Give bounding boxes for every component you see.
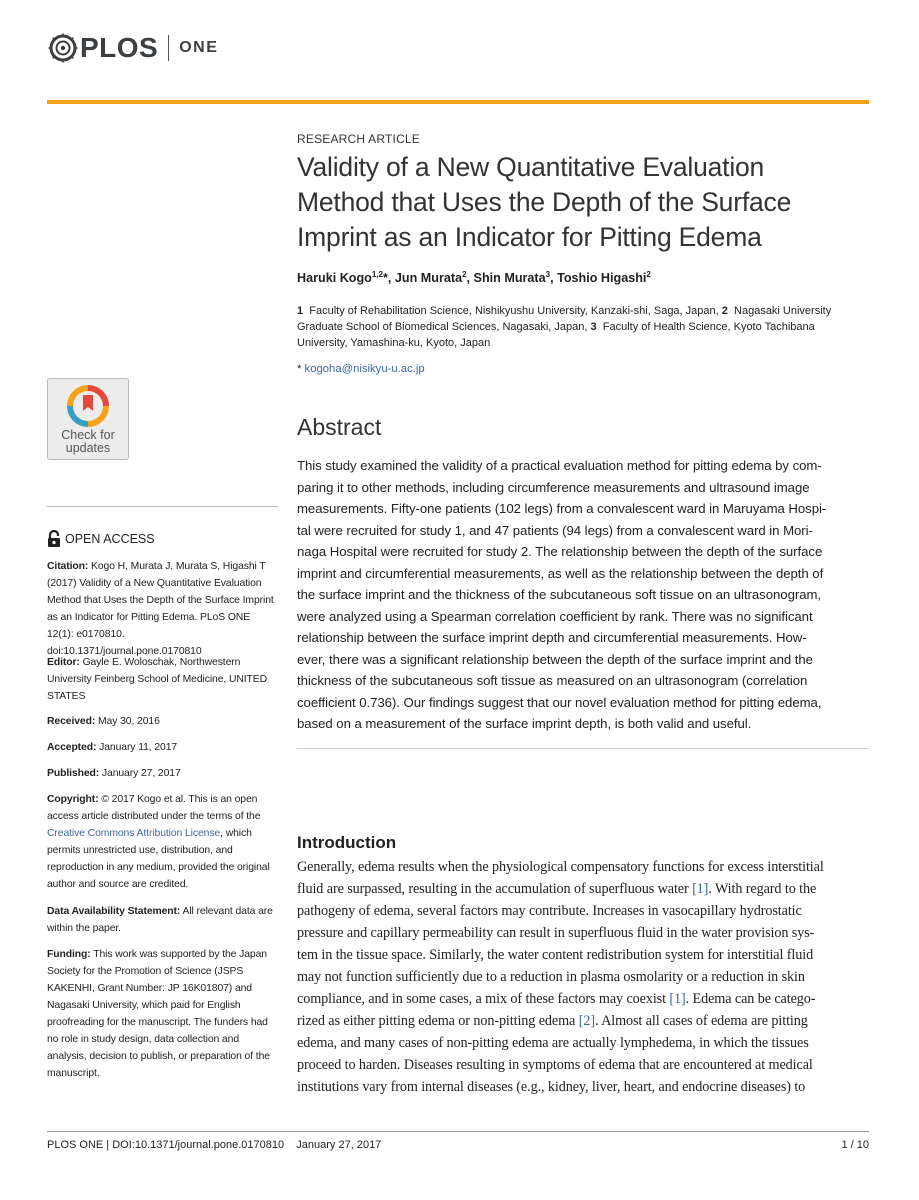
received-label: Received: <box>47 716 96 727</box>
data-availability-label: Data Availability Statement: <box>47 906 181 917</box>
intro-text: edema, and many cases of non-pitting edema are actually lymphedema, in which the tissues <box>297 1035 809 1051</box>
copyright-block <box>47 791 279 893</box>
brand-text: PLOS <box>80 32 159 63</box>
intro-text: may not function sufficiently due to a reduction in plasma osmolarity or a reduction in skin <box>297 969 805 985</box>
email-link[interactable]: kogoha@nisikyu-u.ac.jp <box>304 363 425 375</box>
check-for-updates-button[interactable] <box>47 378 129 460</box>
abstract-line: the surface imprint and the thickness of the subcutaneous soft tissue on an ultrasonogram, <box>297 587 822 602</box>
intro-line <box>297 878 869 900</box>
received-date: May 30, 2016 <box>98 716 160 727</box>
author-affiliation-sup: 3 <box>545 270 551 279</box>
citation-text: Kogo H, Murata J, Murata S, Higashi T (2017) Validity of a New Quantitative Evaluation Method that Uses the Depth of the Surface Imprint as an Indicator for Pitting Edema. PLoS ONE 12(1): e0170810. doi:10.1371/journal.pone.0170810 <box>47 561 274 657</box>
affiliations <box>297 303 857 351</box>
abstract-divider <box>297 748 869 749</box>
intro-text: Generally, edema results when the physiological compensatory functions for excess interstitial <box>297 859 824 875</box>
abstract-line: imprint and circumferential measurements, as well as the relationship between the depth of <box>297 565 824 581</box>
abstract-text <box>297 455 869 735</box>
affiliation-text: Faculty of Health Science, Kyoto Tachibana University, Yamashina-ku, Kyoto, Japan <box>297 321 815 349</box>
author-affiliation-sup: 1,2 <box>371 270 383 279</box>
accepted-block <box>47 739 279 756</box>
funding-block <box>47 946 279 1082</box>
abstract-line: tal were recruited for study 1, and 47 patients (94 legs) from a convalescent ward in Mori- <box>297 522 813 538</box>
affiliation-text: Nagasaki University Graduate School of Biomedical Sciences, Nagasaki, Japan, <box>297 305 832 333</box>
intro-text: rized as either pitting edema or non-pitting edema <box>297 1013 579 1029</box>
brand-sub-text: ONE <box>179 39 219 56</box>
corresponding-mark: * <box>383 271 388 286</box>
intro-text: . Almost all cases of edema are pitting <box>594 1013 808 1029</box>
accepted-label: Accepted: <box>47 742 97 753</box>
plos-one-logo[interactable] <box>48 30 218 66</box>
published-label: Published: <box>47 768 100 779</box>
intro-text: pathogeny of edema, several factors may contribute. Increases in vasocapillary hydrostatic <box>297 903 802 919</box>
citation-label: Citation: <box>47 561 89 572</box>
intro-text: proceed to harden. Diseases resulting in symptoms of edema that are encountered at medical <box>297 1057 813 1073</box>
intro-line <box>297 944 869 966</box>
corresponding-star: * <box>297 363 302 375</box>
abstract-line: coefficient 0.736). Our findings suggest that our novel evaluation method for pitting edema, <box>297 694 822 710</box>
brand-divider <box>168 35 169 61</box>
check-for-updates-icon <box>67 385 109 427</box>
abstract-line: naga Hospital were recruited for study 2. The relationship between the depth of the surface <box>297 544 823 559</box>
license-link[interactable]: Creative Commons Attribution License <box>47 828 221 839</box>
copyright-text: © 2017 Kogo et al. This is an open access article distributed under the terms of the <box>47 794 261 822</box>
author-affiliation-sup: 2 <box>646 270 651 279</box>
intro-text: pressure and capillary permeability can result in superfluous fluid in the water provision sys- <box>297 925 815 941</box>
abstract-heading: Abstract <box>297 414 382 440</box>
intro-text: compliance, and in some cases, a mix of these factors may coexist <box>297 991 670 1007</box>
intro-text: . With regard to the <box>708 881 817 897</box>
header-accent-rule <box>47 100 869 104</box>
intro-line <box>297 1076 869 1098</box>
author-name: Toshio Higashi <box>557 271 647 286</box>
author-name: Shin Murata <box>473 271 546 286</box>
abstract-line: ever, there was a significant relationship between the depth of the surface imprint and the <box>297 651 813 667</box>
footer-citation: PLOS ONE | DOI:10.1371/journal.pone.0170810 January 27, 2017 <box>47 1139 382 1151</box>
intro-line <box>297 1054 869 1076</box>
author-name: Haruki Kogo <box>297 271 372 286</box>
plos-logo-icon <box>48 33 78 63</box>
author-affiliation-sup: 2 <box>462 270 467 279</box>
affiliation-text: Faculty of Rehabilitation Science, Nishikyushu University, Kanzaki-shi, Saga, Japan, <box>309 305 719 317</box>
copyright-text-end: , which permits unrestricted use, distribution, and reproduction in any medium, provided the original author and source are credited. <box>47 828 270 890</box>
corresponding-email[interactable] <box>297 363 425 375</box>
author-name: Jun Murata <box>394 271 463 286</box>
abstract-line: relationship between the surface imprint depth and circumferential measurements. How- <box>297 630 807 645</box>
intro-text: institutions vary from internal diseases (e.g., kidney, liver, heart, and endocrine diseases) to <box>297 1079 806 1095</box>
abstract-line: This study examined the validity of a practical evaluation method for pitting edema by com- <box>297 458 822 473</box>
reference-link[interactable]: [1] <box>692 881 709 897</box>
funding-text: This work was supported by the Japan Society for the Promotion of Science (JSPS KAKENHI, Grant Number: JP 16K01807) and Nagasaki University, which paid for English proofreading for the manuscript. The funders had no role in study design, data collection and analysis, decision to publish, or preparation of the manuscript. <box>47 949 270 1079</box>
affiliation-number: 1 <box>297 305 304 317</box>
published-block <box>47 765 279 782</box>
intro-line <box>297 922 869 944</box>
editor-text: Gayle E. Woloschak, Northwestern University Feinberg School of Medicine, UNITED STATES <box>47 657 268 702</box>
intro-line <box>297 988 869 1010</box>
intro-text: tem in the tissue space. Similarly, the water content redistribution system for interstitial fluid <box>297 947 814 963</box>
introduction-text <box>297 856 869 1098</box>
open-access-label: OPEN ACCESS <box>47 530 155 548</box>
intro-line <box>297 900 869 922</box>
editor-block <box>47 654 279 705</box>
data-availability-text: All relevant data are within the paper. <box>47 906 273 934</box>
copyright-label: Copyright: <box>47 794 99 805</box>
abstract-line: based on a measurement of the surface imprint depth, is both valid and useful. <box>297 716 752 731</box>
article-type: RESEARCH ARTICLE <box>297 132 421 146</box>
data-availability-block <box>47 903 279 937</box>
abstract-line: thickness of the subcutaneous soft tissue as measured on an ultrasonogram (correlation <box>297 673 808 688</box>
introduction-heading: Introduction <box>297 833 397 852</box>
funding-label: Funding: <box>47 949 91 960</box>
intro-line <box>297 1032 869 1054</box>
footer-rule <box>47 1131 869 1132</box>
editor-label: Editor: <box>47 657 80 668</box>
article-title: Validity of a New Quantitative Evaluation Method that Uses the Depth of the Surface Imprint as an Indicator for Pitting Edema <box>297 152 792 252</box>
abstract-line: were analyzed using a Spearman correlation coefficient by rank. There was no significant <box>297 608 813 624</box>
open-lock-icon <box>47 530 61 548</box>
sidebar-divider <box>47 506 278 507</box>
received-block <box>47 713 279 730</box>
intro-text: fluid are surpassed, resulting in the accumulation of superfluous water <box>297 881 693 897</box>
reference-link[interactable]: [1] <box>669 991 686 1007</box>
intro-text: . Edema can be catego- <box>685 991 816 1007</box>
intro-line <box>297 856 869 878</box>
affiliation-number: 3 <box>590 321 597 333</box>
reference-link[interactable]: [2] <box>578 1013 595 1029</box>
published-date: January 27, 2017 <box>101 768 181 779</box>
page-number: 1 / 10 <box>841 1139 869 1151</box>
intro-line <box>297 966 869 988</box>
intro-line <box>297 1010 869 1032</box>
citation-block <box>47 558 279 660</box>
author-list: Haruki Kogo$^{1,2}$*, Jun Murata$^2$, Shin Murata$^3$, Toshio Higashi$^2$ <box>297 270 651 286</box>
accepted-date: January 11, 2017 <box>99 742 178 753</box>
abstract-line: measurements. Fifty-one patients (102 legs) from a convalescent ward in Maruyama Hospi- <box>297 501 827 516</box>
affiliation-number: 2 <box>721 305 728 317</box>
check-for-updates-label: Check for updates <box>61 428 115 455</box>
abstract-line: paring it to other methods, including circumference measurements and ultrasound image <box>297 479 810 495</box>
